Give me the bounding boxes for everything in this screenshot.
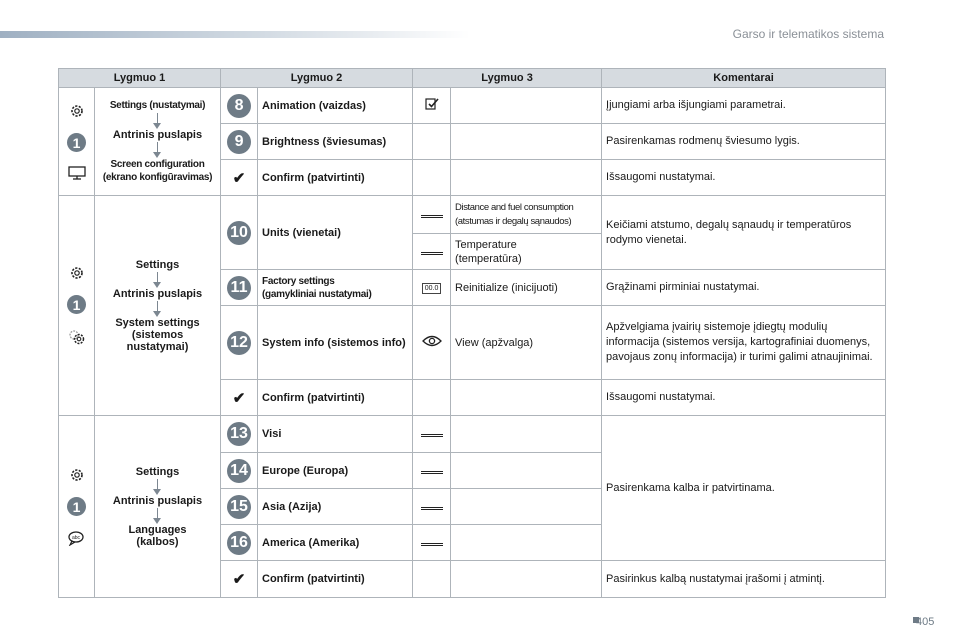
table-row bbox=[59, 416, 886, 453]
check-icon: ✔ bbox=[232, 169, 246, 187]
down-arrow-icon bbox=[157, 113, 158, 124]
step-badge-15: 15 bbox=[227, 495, 251, 519]
dash-icon bbox=[421, 434, 443, 437]
level3-view: View (apžvalga) bbox=[451, 306, 602, 380]
level3-temperature bbox=[451, 234, 602, 270]
check-icon: ✔ bbox=[232, 389, 246, 407]
level1-system-settings-label: System settings bbox=[115, 316, 200, 329]
step-badge-9: 9 bbox=[227, 130, 251, 154]
level2-europe: Europe (Europa) bbox=[258, 453, 413, 489]
comment-system-info: Apžvelgiama įvairių sistemoje įdiegtų modulių informacija (sistemos versija, kartografiniai duomenys, pavojaus zonų informacija) ir turimi galimi atnaujinimai. bbox=[602, 306, 886, 380]
gear-icon bbox=[69, 103, 85, 119]
reset-counter-icon: 00.0 bbox=[422, 283, 442, 294]
check-icon: ✔ bbox=[232, 571, 246, 588]
double-gear-icon bbox=[67, 328, 87, 346]
dash-icon bbox=[421, 215, 443, 218]
language-icon bbox=[67, 530, 87, 546]
column-header-comments: Komentarai bbox=[602, 69, 886, 88]
level2-units: Units (vienetai) bbox=[258, 196, 413, 270]
step-badge-10: 10 bbox=[227, 221, 251, 245]
level1-subpage-label: Antrinis puslapis bbox=[112, 129, 203, 141]
level3-temperature-sub: (temperatūra) bbox=[455, 252, 522, 265]
level3-distance-fuel-label: Distance and fuel consumption bbox=[455, 201, 574, 213]
dash-icon bbox=[421, 471, 443, 474]
step-badge-13: 13 bbox=[227, 422, 251, 446]
step-badge-11: 11 bbox=[227, 276, 251, 300]
step-badge-12: 12 bbox=[227, 331, 251, 355]
level2-confirm: Confirm (patvirtinti) bbox=[258, 561, 413, 598]
comment-animation: Įjungiami arba išjungiami parametrai. bbox=[602, 88, 886, 124]
comment-brightness: Pasirenkamas rodmenų šviesumo lygis. bbox=[602, 124, 886, 160]
level2-animation: Animation (vaizdas) bbox=[258, 88, 413, 124]
dash-icon bbox=[421, 507, 443, 510]
level2-factory-label: Factory settings bbox=[262, 275, 335, 287]
comment-confirm: Išsaugomi nustatymai. bbox=[602, 160, 886, 196]
level2-system-info: System info (sistemos info) bbox=[258, 306, 413, 380]
page-number: 405 bbox=[916, 616, 935, 628]
level2-factory-settings bbox=[258, 270, 413, 306]
step-badge-1: 1 bbox=[67, 497, 86, 516]
table-row bbox=[59, 88, 886, 124]
settings-table bbox=[58, 68, 886, 598]
table-row bbox=[59, 196, 886, 234]
comment-units: Keičiami atstumo, degalų sąnaudų ir temperatūros rodymo vienetai. bbox=[602, 196, 886, 270]
column-header-level3: Lygmuo 3 bbox=[413, 69, 602, 88]
down-arrow-icon bbox=[157, 272, 158, 283]
level3-distance-fuel bbox=[451, 196, 602, 234]
level3-temperature-label: Temperature bbox=[455, 238, 517, 251]
step-badge-1: 1 bbox=[67, 295, 86, 314]
level2-confirm: Confirm (patvirtinti) bbox=[258, 160, 413, 196]
level1-screen-config-sub: (ekrano konfigūravimas) bbox=[102, 172, 213, 183]
level1-system-settings-sub1: (sistemos bbox=[131, 328, 184, 341]
section2-level1 bbox=[95, 196, 221, 416]
level2-all: Visi bbox=[258, 416, 413, 453]
section3-icons bbox=[59, 416, 95, 598]
level2-factory-sub: (gamykliniai nustatymai) bbox=[262, 288, 372, 300]
page-header-title: Garso ir telematikos sistema bbox=[732, 27, 884, 41]
monitor-icon bbox=[68, 166, 86, 180]
level3-distance-fuel-sub: (atstumas ir degalų sąnaudos) bbox=[455, 215, 572, 227]
level2-america: America (Amerika) bbox=[258, 525, 413, 561]
step-badge-1: 1 bbox=[67, 133, 86, 152]
comment-language-saved: Pasirinkus kalbą nustatymai įrašomi į atmintį. bbox=[602, 561, 886, 598]
level1-languages-sub: (kalbos) bbox=[136, 535, 179, 548]
level3-reinitialize: Reinitialize (inicijuoti) bbox=[451, 270, 602, 306]
gear-icon bbox=[69, 265, 85, 281]
level1-subpage-label: Antrinis puslapis bbox=[112, 287, 203, 300]
section1-level1 bbox=[95, 88, 221, 196]
comment-confirm: Išsaugomi nustatymai. bbox=[602, 380, 886, 416]
step-badge-8: 8 bbox=[227, 94, 251, 118]
level2-brightness: Brightness (šviesumas) bbox=[258, 124, 413, 160]
level1-settings-label: Settings bbox=[135, 465, 180, 478]
level1-subpage-label: Antrinis puslapis bbox=[112, 494, 203, 507]
step-badge-16: 16 bbox=[227, 531, 251, 555]
level1-screen-config-label: Screen configuration bbox=[110, 159, 205, 170]
level1-languages-label: Languages bbox=[128, 523, 187, 536]
column-header-level1: Lygmuo 1 bbox=[59, 69, 221, 88]
down-arrow-icon bbox=[157, 508, 158, 519]
edit-check-icon bbox=[413, 88, 451, 124]
section2-icons bbox=[59, 196, 95, 416]
level1-system-settings-sub2: nustatymai) bbox=[126, 340, 189, 353]
svg-text:abc: abc bbox=[71, 535, 80, 541]
eye-icon bbox=[413, 306, 451, 380]
section3-level1 bbox=[95, 416, 221, 598]
step-badge-14: 14 bbox=[227, 459, 251, 483]
level1-settings-label: Settings (nustatymai) bbox=[109, 100, 206, 111]
section1-icons bbox=[59, 88, 95, 196]
comment-language-select: Pasirenkama kalba ir patvirtinama. bbox=[602, 416, 886, 561]
table-header-row bbox=[59, 69, 886, 88]
comment-factory: Grąžinami pirminiai nustatymai. bbox=[602, 270, 886, 306]
dash-icon bbox=[421, 252, 443, 255]
level1-settings-label: Settings bbox=[135, 258, 180, 271]
down-arrow-icon bbox=[157, 301, 158, 312]
level3-cell bbox=[451, 88, 602, 124]
dash-icon bbox=[421, 543, 443, 546]
top-decorative-bar bbox=[0, 31, 470, 38]
down-arrow-icon bbox=[157, 479, 158, 490]
level2-confirm: Confirm (patvirtinti) bbox=[258, 380, 413, 416]
gear-icon bbox=[69, 467, 85, 483]
down-arrow-icon bbox=[157, 142, 158, 153]
level2-asia: Asia (Azija) bbox=[258, 489, 413, 525]
column-header-level2: Lygmuo 2 bbox=[221, 69, 413, 88]
